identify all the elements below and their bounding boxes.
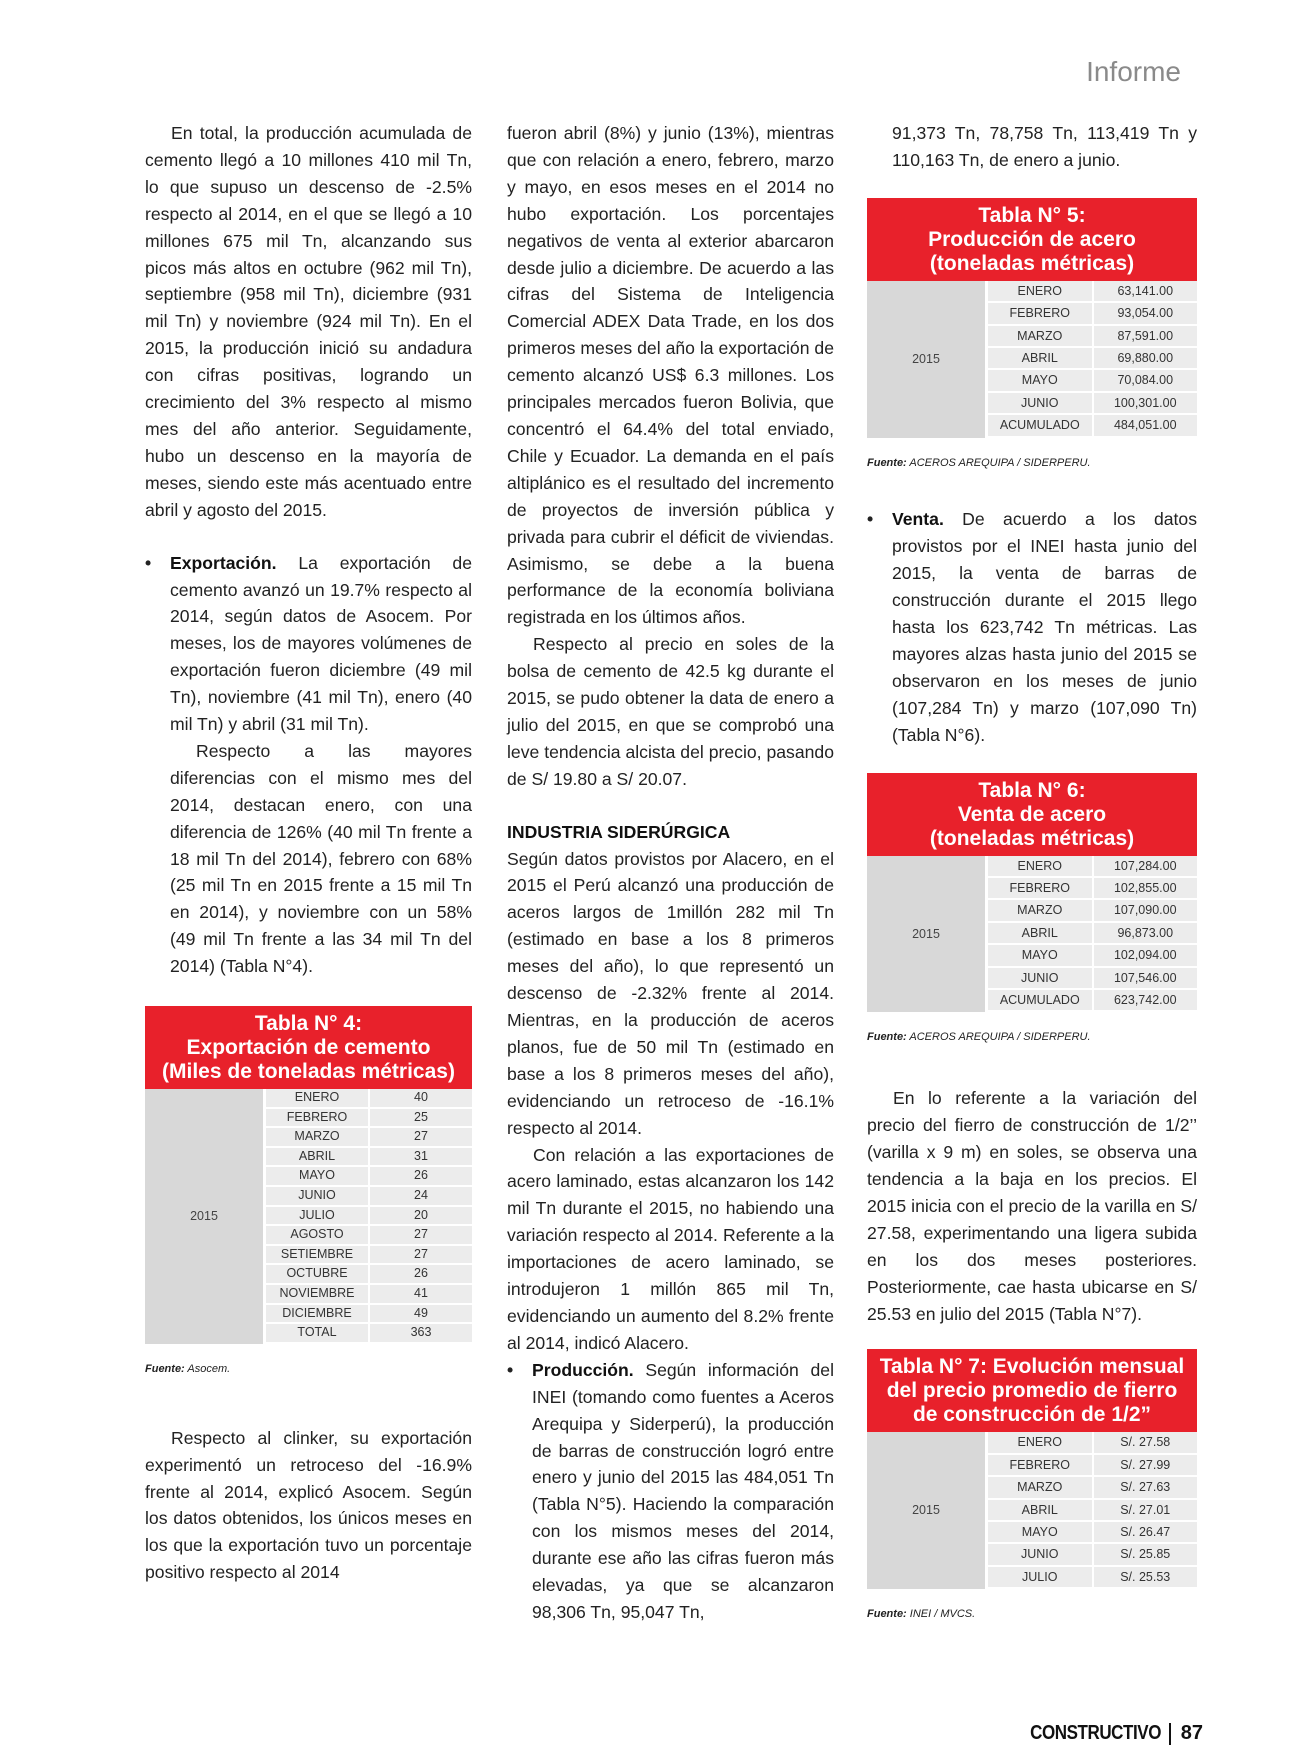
- table-cell-month: ABRIL: [266, 1148, 370, 1168]
- table-cell-month: DICIEMBRE: [266, 1305, 370, 1325]
- table-row: [988, 303, 1197, 325]
- table-cell-value: 27: [370, 1226, 472, 1246]
- table-cell-value: 63,141.00: [1094, 281, 1198, 303]
- brand-name: CONSTRUCTIVO: [1029, 1722, 1161, 1744]
- table-cell-value: 107,284.00: [1094, 856, 1198, 878]
- table-cell-value: S/. 25.53: [1094, 1567, 1198, 1589]
- table-cell-month: ENERO: [266, 1089, 370, 1109]
- table-cell-value: S/. 27.63: [1094, 1477, 1198, 1499]
- table-4-source: Fuente: Asocem.: [145, 1362, 231, 1375]
- table-title-line: Producción de acero: [928, 227, 1136, 251]
- footer-divider: [1169, 1723, 1171, 1745]
- table-cell-month: ACUMULADO: [988, 990, 1094, 1012]
- table-row: [988, 281, 1197, 303]
- table-row: [266, 1109, 472, 1129]
- table-title-line: (toneladas métricas): [929, 251, 1135, 275]
- table-cell-value: S/. 25.85: [1094, 1544, 1198, 1566]
- table-row: [988, 1500, 1197, 1522]
- table-cell-month: OCTUBRE: [266, 1265, 370, 1285]
- section-label: Informe: [1086, 56, 1181, 87]
- table-title-line: Venta de acero: [957, 802, 1107, 826]
- table-title: [867, 198, 1197, 281]
- table-year: 2015: [867, 281, 988, 438]
- bullet-label: Producción.: [532, 1359, 634, 1380]
- table-cell-value: 20: [370, 1207, 472, 1227]
- bullet-icon: •: [145, 552, 152, 573]
- table-row: [988, 945, 1197, 967]
- table-cell-value: 107,546.00: [1094, 968, 1198, 990]
- table-cell-value: 484,051.00: [1094, 415, 1198, 437]
- table-6: [867, 773, 1197, 1013]
- table-cell-value: 363: [370, 1324, 472, 1344]
- bullet-exportacion: [145, 550, 472, 738]
- table-row: [988, 415, 1197, 437]
- table-cell-value: S/. 26.47: [1094, 1522, 1198, 1544]
- table-cell-month: TOTAL: [266, 1324, 370, 1344]
- bullet-icon: •: [507, 1359, 514, 1380]
- bullet-icon: •: [867, 509, 874, 530]
- column-2: [507, 120, 834, 1626]
- table-cell-month: JUNIO: [988, 1544, 1094, 1566]
- table-cell-month: ABRIL: [988, 1500, 1094, 1522]
- table-cell-value: 27: [370, 1246, 472, 1266]
- table-row: [988, 1455, 1197, 1477]
- page-footer: [1007, 1722, 1203, 1745]
- table-cell-month: ABRIL: [988, 348, 1094, 370]
- table-row: [988, 856, 1197, 878]
- bullet-text: La exportación de cemento avanzó un 19.7% respecto al 2014, según datos de Asocem. Por meses, los de mayores volúmenes de exportación fueron diciembre (49 mil Tn), noviembre (41 mil Tn), enero (40 mil Tn) y abril (31 mil Tn).: [170, 552, 472, 735]
- table-cell-month: JUNIO: [266, 1187, 370, 1207]
- table-row: [266, 1246, 472, 1266]
- table-cell-value: 26: [370, 1265, 472, 1285]
- paragraph: Con relación a las exportaciones de acero laminado, estas alcanzaron los 142 mil Tn durante el 2015, no habiendo una variación respecto al 2014. Referente a la importaciones de acero laminado, se introdujeron 1 millón 865 mil Tn, evidenciando un aumento del 8.2% frente al 2014, indicó Alacero.: [507, 1144, 834, 1353]
- table-row: [266, 1305, 472, 1325]
- table-cell-month: FEBRERO: [988, 303, 1094, 325]
- table-cell-month: JULIO: [266, 1207, 370, 1227]
- table-cell-value: 96,873.00: [1094, 923, 1198, 945]
- paragraph: En total, la producción acumulada de cemento llegó a 10 millones 410 mil Tn, lo que supuso un descenso de -2.5% respecto al 2014, en el que se llegó a 10 millones 675 mil Tn, alcanzando sus picos más altos en octubre (962 mil Tn), septiembre (958 mil Tn), diciembre (931 mil Tn) y noviembre (924 mil Tn). En el 2015, la producción inició su andadura con cifras positivas, logrando un crecimiento del 3% respecto al mismo mes del año anterior. Seguidamente, hubo un descenso en la mayoría de meses, siendo este más acentuado entre abril y agosto del 2015.: [145, 123, 472, 520]
- paragraph: En lo referente a la variación del precio del fierro de construcción de 1/2’’ (varilla x 9 m) en soles, se observa una tendencia a la baja en los precios. El 2015 inicia con el precio de la varilla en S/ 27.58, experimentando una ligera subida en los dos meses posteriores. Posteriormente, cae hasta ubicarse en S/ 25.53 en julio del 2015 (Tabla N°7).: [867, 1088, 1197, 1324]
- table-row: [266, 1285, 472, 1305]
- paragraph: Según datos provistos por Alacero, en el 2015 el Perú alcanzó una producción de aceros largos de 1millón 282 mil Tn (estimado en base a los 8 primeros meses del año), lo que representó un descenso de -2.32% frente al 2014. Mientras, en la producción de aceros planos, fue de 50 mil Tn (estimado en base a los 8 primeros meses del año), evidenciando un retroceso de -16.1% respecto al 2014.: [507, 848, 834, 1138]
- page-number: 87: [1180, 1722, 1203, 1744]
- table-7-source: Fuente: INEI / MVCS.: [867, 1608, 976, 1621]
- table-row: [988, 968, 1197, 990]
- table-cell-month: FEBRERO: [988, 1455, 1094, 1477]
- table-row: [988, 923, 1197, 945]
- table-cell-value: 49: [370, 1305, 472, 1325]
- table-row: [266, 1167, 472, 1187]
- table-row: [266, 1324, 472, 1344]
- table-title: [867, 773, 1197, 856]
- table-title-line: Exportación de cemento: [186, 1036, 431, 1060]
- table-cell-value: S/. 27.01: [1094, 1500, 1198, 1522]
- table-row: [266, 1226, 472, 1246]
- table-cell-value: 24: [370, 1187, 472, 1207]
- table-cell-month: ACUMULADO: [988, 415, 1094, 437]
- table-title-line: de construcción de 1/2”: [912, 1403, 1152, 1427]
- table-cell-month: FEBRERO: [988, 878, 1094, 900]
- table-row: [988, 1522, 1197, 1544]
- table-4: [145, 1006, 472, 1344]
- table-row: [266, 1187, 472, 1207]
- paragraph: 91,373 Tn, 78,758 Tn, 113,419 Tn y 110,163 Tn, de enero a junio.: [892, 123, 1197, 170]
- table-cell-value: 27: [370, 1128, 472, 1148]
- table-cell-month: SETIEMBRE: [266, 1246, 370, 1266]
- table-row: [988, 1432, 1197, 1454]
- column-3: [867, 120, 1197, 1628]
- table-year: 2015: [867, 856, 988, 1013]
- table-title-line: (Miles de toneladas métricas): [162, 1060, 455, 1084]
- bullet-label: Venta.: [892, 509, 944, 530]
- table-cell-value: 40: [370, 1089, 472, 1109]
- bullet-label: Exportación.: [170, 552, 277, 573]
- table-cell-month: JUNIO: [988, 393, 1094, 415]
- table-cell-value: 102,094.00: [1094, 945, 1198, 967]
- table-cell-month: ABRIL: [988, 923, 1094, 945]
- table-6-source: Fuente: ACEROS AREQUIPA / SIDERPERU.: [867, 1031, 1091, 1044]
- paragraph: Respecto a las mayores diferencias con el mismo mes del 2014, destacan enero, con una diferencia de 126% (40 mil Tn frente a 18 mil Tn del 2014), febrero con 68% (25 mil Tn en 2015 frente a 15 mil Tn en 2014), y noviembre con un 58% (49 mil Tn frente a las 34 mil Tn del 2014) (Tabla N°4).: [170, 740, 472, 977]
- bullet-text: De acuerdo a los datos provistos por el INEI hasta junio del 2015, la venta de barras de construcción durante el 2015 llego hasta los 623,742 Tn métricas. Las mayores alzas hasta junio del 2015 se observaron en los meses de junio (107,284 Tn) y marzo (107,090 Tn) (Tabla N°6).: [892, 509, 1197, 745]
- table-cell-value: 70,084.00: [1094, 370, 1198, 392]
- table-row: [988, 370, 1197, 392]
- table-cell-month: MARZO: [988, 326, 1094, 348]
- table-title-line: Tabla N° 6:: [978, 778, 1086, 802]
- table-cell-month: ENERO: [988, 281, 1094, 303]
- table-cell-month: MAYO: [988, 370, 1094, 392]
- table-cell-value: 31: [370, 1148, 472, 1168]
- table-cell-month: ENERO: [988, 856, 1094, 878]
- table-cell-value: 26: [370, 1167, 472, 1187]
- table-cell-value: 107,090.00: [1094, 900, 1198, 922]
- paragraph: Respecto al precio en soles de la bolsa de cemento de 42.5 kg durante el 2015, se pudo obtener la data de enero a julio del 2015, en que se comprobó una leve tendencia alcista del precio, pasando de S/ 19.80 a S/ 20.07.: [507, 634, 834, 789]
- table-cell-month: MARZO: [988, 900, 1094, 922]
- table-row: [266, 1089, 472, 1109]
- table-cell-value: 93,054.00: [1094, 303, 1198, 325]
- table-title-line: (toneladas métricas): [929, 826, 1135, 850]
- bullet-text: Según información del INEI (tomando como fuentes a Aceros Arequipa y Siderperú), la producción de barras de construcción logró entre enero y junio del 2015 las 484,051 Tn (Tabla N°5). Haciendo la comparación con los mismos meses del 2014, durante ese año las cifras fueron más elevadas, ya que se alcanzaron 98,306 Tn, 95,047 Tn,: [532, 1359, 834, 1622]
- table-row: [988, 990, 1197, 1012]
- table-cell-value: 41: [370, 1285, 472, 1305]
- table-cell-month: MARZO: [266, 1128, 370, 1148]
- table-cell-month: MAYO: [988, 945, 1094, 967]
- table-title-line: Tabla N° 5:: [978, 203, 1086, 227]
- table-cell-value: 25: [370, 1109, 472, 1129]
- table-cell-month: MAYO: [988, 1522, 1094, 1544]
- column-1: [145, 120, 472, 1586]
- section-heading: INDUSTRIA SIDERÚRGICA: [507, 821, 731, 842]
- table-title: [867, 1349, 1197, 1432]
- table-title-line: Tabla N° 4:: [254, 1012, 363, 1036]
- table-cell-value: 102,855.00: [1094, 878, 1198, 900]
- table-5-source: Fuente: ACEROS AREQUIPA / SIDERPERU.: [867, 456, 1091, 469]
- table-title-line: del precio promedio de fierro: [886, 1379, 1178, 1403]
- table-cell-month: NOVIEMBRE: [266, 1285, 370, 1305]
- table-5: [867, 198, 1197, 438]
- table-row: [266, 1265, 472, 1285]
- table-year: 2015: [867, 1432, 988, 1589]
- table-cell-month: AGOSTO: [266, 1226, 370, 1246]
- table-row: [988, 1544, 1197, 1566]
- table-cell-value: S/. 27.99: [1094, 1455, 1198, 1477]
- table-cell-value: 69,880.00: [1094, 348, 1198, 370]
- table-cell-month: JUNIO: [988, 968, 1094, 990]
- table-year: 2015: [145, 1089, 266, 1344]
- table-cell-value: 623,742.00: [1094, 990, 1198, 1012]
- table-row: [266, 1148, 472, 1168]
- table-cell-value: 87,591.00: [1094, 326, 1198, 348]
- table-row: [266, 1207, 472, 1227]
- table-row: [988, 1477, 1197, 1499]
- table-cell-month: ENERO: [988, 1432, 1094, 1454]
- table-row: [988, 900, 1197, 922]
- table-row: [988, 326, 1197, 348]
- table-cell-value: S/. 27.58: [1094, 1432, 1198, 1454]
- bullet-venta: [867, 506, 1197, 748]
- bullet-produccion: [507, 1357, 834, 1626]
- table-row: [988, 393, 1197, 415]
- table-7: [867, 1349, 1197, 1589]
- table-cell-month: JULIO: [988, 1567, 1094, 1589]
- table-row: [988, 1567, 1197, 1589]
- paragraph: fueron abril (8%) y junio (13%), mientras que con relación a enero, febrero, marzo y mayo, en esos meses en el 2014 no hubo exportación. Los porcentajes negativos de venta al exterior abarcaron desde julio a diciembre. De acuerdo a las cifras del Sistema de Inteligencia Comercial ADEX Data Trade, en los dos primeros meses del año la exportación de cemento alcanzó US$ 6.3 millones. Los principales mercados fueron Bolivia, que concentró el 64.4% del total enviado, Chile y Ecuador. La demanda en el país altiplánico es el resultado del incremento de proyectos de inversión pública y privada para cubrir el déficit de viviendas. Asimismo, se debe a la buena performance de la economía boliviana registrada en los últimos años.: [507, 123, 834, 628]
- table-title: [145, 1006, 472, 1089]
- paragraph: Respecto al clinker, su exportación experimentó un retroceso del -16.9% frente al 2014, explicó Asocem. Según los datos obtenidos, los únicos meses en los que la exportación tuvo un porcentaje positivo respecto al 2014: [145, 1427, 472, 1583]
- table-row: [266, 1128, 472, 1148]
- table-title-line: Tabla N° 7: Evolución mensual: [879, 1355, 1185, 1379]
- table-row: [988, 348, 1197, 370]
- table-cell-month: FEBRERO: [266, 1109, 370, 1129]
- table-cell-month: MAYO: [266, 1167, 370, 1187]
- table-cell-month: MARZO: [988, 1477, 1094, 1499]
- table-cell-value: 100,301.00: [1094, 393, 1198, 415]
- table-row: [988, 878, 1197, 900]
